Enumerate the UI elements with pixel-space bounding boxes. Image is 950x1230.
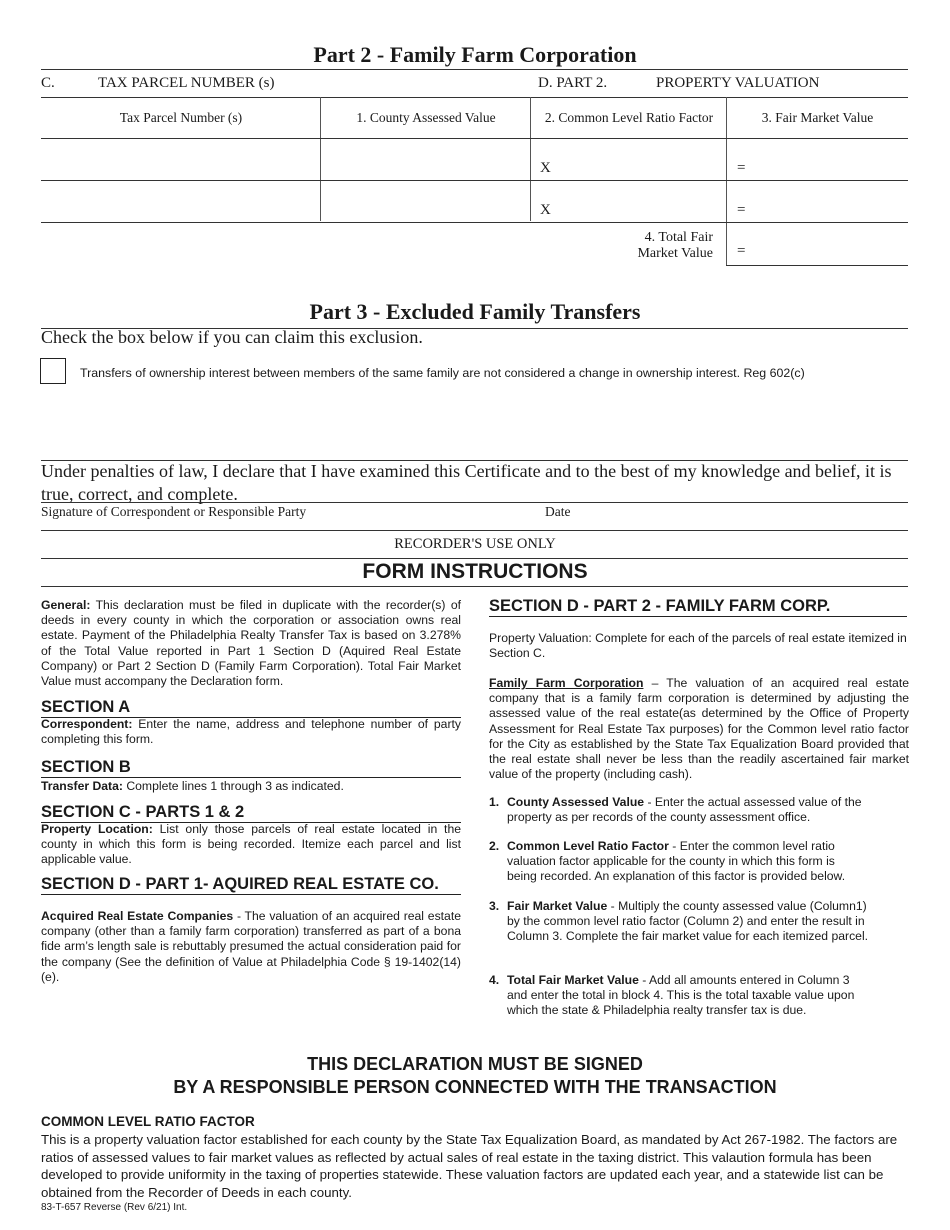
divider: [41, 222, 908, 223]
family-exclusion-checkbox[interactable]: [40, 358, 66, 384]
section-c-paragraph: [41, 822, 461, 868]
total-fmv-label-line1: 4. Total Fair: [644, 230, 713, 245]
ratio-factor-field-1[interactable]: [555, 140, 725, 180]
divider: [41, 558, 908, 559]
date-label: Date: [545, 504, 571, 519]
section-d2-intro: Property Valuation: Complete for each of the parcels of real estate itemized in Section C.: [489, 631, 907, 661]
section-b-paragraph: [41, 779, 461, 794]
section-b-text: Complete lines 1 through 3 as indicated.: [122, 779, 344, 793]
item-lead: Fair Market Value: [507, 899, 608, 913]
total-fair-market-value-field[interactable]: [752, 224, 907, 264]
multiply-sign: X: [540, 202, 551, 218]
section-d1-heading: SECTION D - PART 1- AQUIRED REAL ESTATE CO.: [41, 875, 461, 895]
section-d1-paragraph: [41, 909, 461, 985]
column-divider: [726, 97, 727, 265]
instruction-item-2: [489, 839, 909, 885]
section-b-lead: Transfer Data:: [41, 779, 123, 793]
general-paragraph: [41, 598, 461, 689]
part2-title: Part 2 - Family Farm Corporation: [313, 42, 637, 67]
instruction-item-1: [489, 795, 909, 825]
part3-instruction: Check the box below if you can claim this exclusion.: [41, 327, 423, 347]
divider: [41, 138, 908, 139]
fair-market-value-field-2[interactable]: [752, 182, 907, 222]
section-c-heading: SECTION C - PARTS 1 & 2: [41, 803, 461, 823]
item-number: 4.: [489, 973, 500, 987]
section-a-heading: SECTION A: [41, 698, 461, 718]
section-d1-lead: Acquired Real Estate Companies: [41, 909, 234, 923]
assessed-value-field-2[interactable]: [322, 182, 529, 222]
column-divider: [320, 97, 321, 221]
parcel-number-field-2[interactable]: [41, 182, 319, 222]
divider: [726, 265, 908, 266]
multiply-sign: X: [540, 160, 551, 176]
equals-sign: =: [737, 243, 746, 259]
instruction-item-3: [489, 899, 909, 945]
section-c-text: List only those parcels of real estate located in the county in which this form is being recorded. Itemize each parcel and list applicable value.: [41, 822, 462, 867]
ratio-factor-field-2[interactable]: [555, 182, 725, 222]
divider: [41, 530, 908, 531]
section-c-label: TAX PARCEL NUMBER (s): [98, 75, 275, 91]
divider: [41, 180, 908, 181]
section-d-label: D. PART 2.: [538, 75, 608, 91]
fair-market-value-field-1[interactable]: [752, 140, 907, 180]
assessed-value-field-1[interactable]: [322, 140, 529, 180]
item-text: - Enter the actual assessed value of the property as per records of the county assessment office.: [507, 795, 862, 825]
recorder-use-label: RECORDER'S USE ONLY: [394, 536, 556, 552]
section-d2-paragraph: [489, 676, 909, 782]
must-sign-notice: [0, 1053, 950, 1099]
section-b-heading: SECTION B: [41, 758, 461, 778]
divider: [41, 69, 908, 70]
item-lead: County Assessed Value: [507, 795, 645, 809]
item-number: 2.: [489, 839, 500, 853]
section-a-text: Enter the name, address and telephone number of party completing this form.: [41, 717, 461, 747]
divider: [41, 586, 908, 587]
total-fmv-label: [560, 230, 713, 262]
date-field[interactable]: [540, 480, 908, 501]
item-text: - Enter the common level ratio valuation factor applicable for the county in which this form is being recorded. An explanation of this factor is provided below.: [507, 839, 846, 884]
item-text: - Multiply the county assessed value (Column1) by the common level ratio factor (Column 2) and enter the result in Column 3. Complete the fair market value for each itemized parcel.: [507, 899, 869, 944]
item-number: 1.: [489, 795, 500, 809]
part3-title: Part 3 - Excluded Family Transfers: [309, 299, 641, 324]
instruction-item-4: [489, 973, 909, 1019]
declaration-text: Under penalties of law, I declare that I have examined this Certificate and to the best of my knowledge and belief, it is true, correct, and complete.: [41, 461, 892, 504]
column-header-assessed: 1. County Assessed Value: [356, 110, 496, 125]
divider: [41, 97, 908, 98]
section-c-letter: C.: [41, 75, 55, 91]
section-d-title: PROPERTY VALUATION: [656, 75, 820, 91]
signature-field[interactable]: [41, 480, 531, 501]
column-header-parcel: Tax Parcel Number (s): [119, 110, 243, 125]
must-sign-line1: THIS DECLARATION MUST BE SIGNED: [307, 1054, 643, 1074]
item-text: - Add all amounts entered in Column 3 and enter the total in block 4. This is the total taxable value upon which the state & Philadelphia realty transfer tax is due.: [507, 973, 855, 1018]
general-text: This declaration must be filed in duplicate with the recorder(s) of deeds in every county in which the corporation or association owns real estate. Payment of the Philadelphia Realty Transfer Tax is based on 3.278% of the Total Value reported in Part 1 Section D (Aquired Real Estate Company) or Part 2 Section D (Family Farm Corporation). Total Fair Market Value must accompany the Declaration form.: [41, 598, 461, 689]
form-footer: 83-T-657 Reverse (Rev 6/21) Int.: [41, 1202, 188, 1213]
clr-heading: COMMON LEVEL RATIO FACTOR: [41, 1114, 255, 1129]
equals-sign: =: [737, 202, 746, 218]
signature-label: Signature of Correspondent or Responsible Party: [41, 504, 307, 519]
checkbox-label: Transfers of ownership interest between members of the same family are not considered a change in ownership interest. Reg 602(c): [80, 366, 805, 380]
section-d1-text: - The valuation of an acquired real estate company (other than a family farm corporation) transferred as part of a bona fide arm’s length sale is rebuttably presumed the actual consideration paid for the company (See the definition of Value at Philadelphia Code § 19-1402(14)(e).: [41, 909, 461, 984]
clr-paragraph: This is a property valuation factor established for each county by the State Tax Equalization Board, as mandated by Act 267-1982. The factors are ratios of assessed values to fair market values as reflected by actual sales of real estate in the taxing district. This valaution formula has been developed to provide uniformity in the taxing of properties statewide. These valuation factors are updated each year, and a statewide list can be obtained from the Recorder of Deeds in each county.: [41, 1132, 898, 1200]
column-header-fmv: 3. Fair Market Value: [761, 110, 874, 125]
column-header-ratio: 2. Common Level Ratio Factor: [544, 110, 714, 125]
item-number: 3.: [489, 899, 500, 913]
section-c-lead: Property Location:: [41, 822, 153, 836]
column-divider: [530, 97, 531, 221]
section-d2-text: – The valuation of an acquired real estate company that is a family farm corporation is determined by adjusting the assessed value of the real estate(as determined by the Office of Property Assessment for Real Estate Tax purposes) for the Common level ratio factor for the City as established by the State Tax Equalization Board provided that the real estate shall never be less than the readily ascertained fair market value of the property (including cash).: [489, 676, 909, 782]
item-lead: Common Level Ratio Factor: [507, 839, 669, 853]
parcel-number-field-1[interactable]: [41, 140, 319, 180]
equals-sign: =: [737, 160, 746, 176]
item-lead: Total Fair Market Value: [507, 973, 639, 987]
total-fmv-label-line2: Market Value: [637, 246, 713, 261]
section-a-paragraph: [41, 717, 461, 747]
form-instructions-title: FORM INSTRUCTIONS: [362, 560, 588, 583]
general-lead: General:: [41, 598, 91, 612]
section-a-lead: Correspondent:: [41, 717, 133, 731]
must-sign-line2: BY A RESPONSIBLE PERSON CONNECTED WITH THE TRANSACTION: [173, 1077, 777, 1097]
section-d2-lead: Family Farm Corporation: [489, 676, 644, 690]
section-d2-heading: SECTION D - PART 2 - FAMILY FARM CORP.: [489, 597, 907, 617]
signature-line: [41, 502, 908, 503]
